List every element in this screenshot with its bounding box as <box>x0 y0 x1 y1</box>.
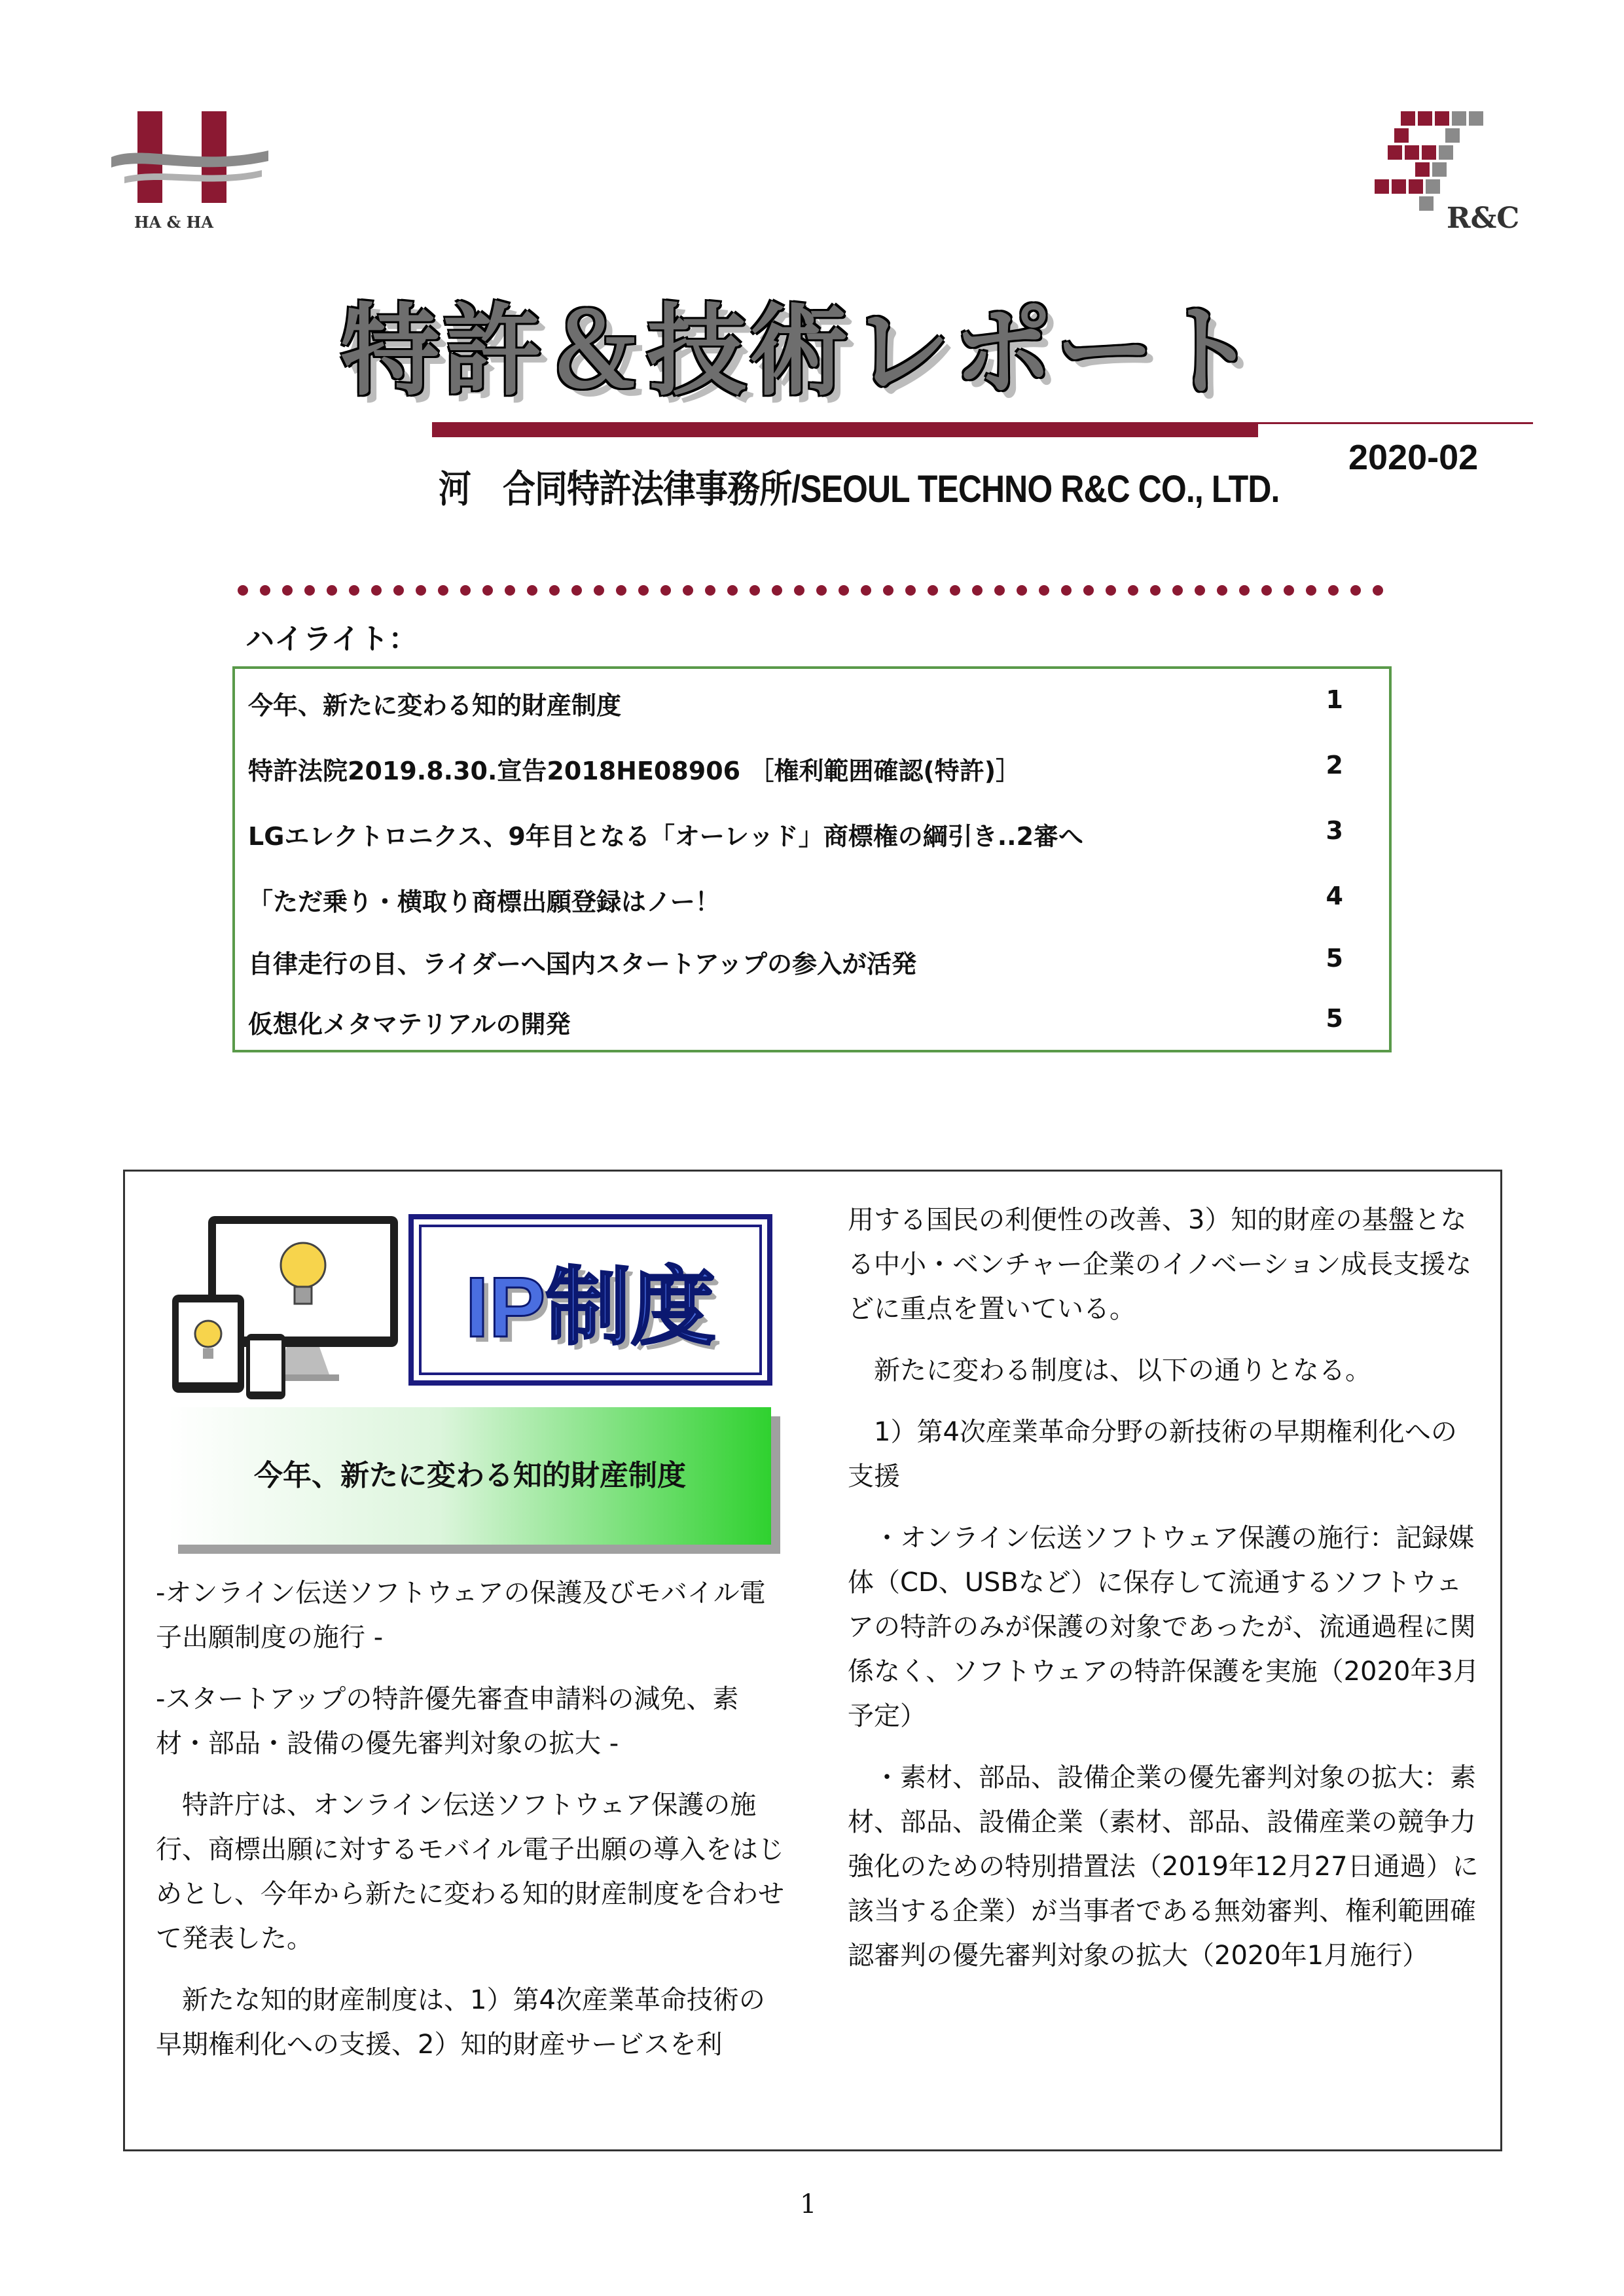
title-underline-thin <box>1258 422 1533 424</box>
divider-dot <box>1106 585 1116 596</box>
toc-item-page: 3 <box>1326 816 1343 845</box>
article-headline-box <box>169 1407 771 1545</box>
article-headline: 今年、新たに変わる知的財産制度 <box>254 1459 686 1492</box>
divider-dot <box>1083 585 1094 596</box>
toc-item-title: 今年、新たに変わる知的財産制度 <box>248 691 622 720</box>
right-logo-caption: R&C <box>1447 202 1520 235</box>
haha-logo-mark <box>105 105 281 209</box>
section-banner <box>408 1214 772 1386</box>
toc-item-page: 5 <box>1326 1004 1343 1033</box>
divider-dot <box>772 585 782 596</box>
divider-dot <box>839 585 849 596</box>
article-paragraph: -オンライン伝送ソフトウェアの保護及びモバイル電子出願制度の施行 - <box>156 1578 766 1653</box>
divider-dot <box>282 585 293 596</box>
divider-dot <box>1239 585 1250 596</box>
divider-dot <box>950 585 960 596</box>
article-paragraph: ・オンライン伝送ソフトウェア保護の施行：記録媒体（CD、USBなど）に保存して流通するソフトウェアの特許のみが保護の対象であったが、流通過程に関係なく、ソフトウェアの特許保護を実施（2020年3月予定） <box>848 1523 1479 1731</box>
divider-dot <box>905 585 916 596</box>
toc-item-page: 2 <box>1326 751 1343 780</box>
article-paragraph: 新たな知的財産制度は、1）第4次産業革命技術の早期権利化への支援、2）知的財産サービスを利 <box>156 1985 765 2060</box>
divider-dot <box>304 585 315 596</box>
divider-dot <box>1172 585 1183 596</box>
divider-dot <box>238 585 248 596</box>
divider-dot <box>1039 585 1049 596</box>
divider-dot <box>883 585 893 596</box>
article-paragraph: 新たに変わる制度は、以下の通りとなる。 <box>874 1355 1371 1386</box>
divider-dot <box>416 585 426 596</box>
divider-dot <box>349 585 359 596</box>
divider-dot <box>1306 585 1316 596</box>
divider-dot <box>1261 585 1272 596</box>
divider-dot <box>327 585 337 596</box>
divider-dot <box>1328 585 1339 596</box>
divider-dot <box>1373 585 1383 596</box>
toc-item-page: 4 <box>1326 882 1343 910</box>
divider-dot <box>460 585 471 596</box>
devices-lightbulb-icon <box>169 1203 405 1406</box>
toc-item[interactable] <box>248 751 1363 790</box>
divider-dot <box>683 585 693 596</box>
toc-item[interactable] <box>248 816 1363 855</box>
highlights-label: ハイライト： <box>245 622 418 656</box>
toc-item-title: 自律走行の目、ライダーへ国内スタートアップの参入が活発 <box>248 950 917 978</box>
divider-dot <box>549 585 560 596</box>
divider-dot <box>1128 585 1138 596</box>
divider-dot <box>505 585 515 596</box>
article-paragraph: ・素材、部品、設備企業の優先審判対象の拡大：素材、部品、設備企業（素材、部品、設備産業の競争力強化のための特別措置法（2019年12月27日通過）に該当する企業）が当事者である無効審判、権利範囲確認審判の優先審判対象の拡大（2020年1月施行） <box>848 1763 1479 1971</box>
divider-dot <box>816 585 827 596</box>
divider-dot <box>749 585 760 596</box>
divider-dot <box>571 585 582 596</box>
toc-item-title: LGエレクトロニクス、9年目となる「オーレッド」商標権の綱引き..2審へ <box>248 822 1084 851</box>
divider-dot <box>260 585 270 596</box>
article-paragraph: 特許庁は、オンライン伝送ソフトウェア保護の施行、商標出願に対するモバイル電子出願の導入をはじめとし、今年から新たに変わる知的財産制度を合わせて発表した。 <box>156 1790 784 1954</box>
divider-dot <box>594 585 604 596</box>
title-underline-bar <box>432 422 1258 437</box>
divider-dot <box>861 585 871 596</box>
divider-dot <box>1195 585 1205 596</box>
divider-dot <box>928 585 938 596</box>
article-paragraph: -スタートアップの特許優先審査申請料の減免、素材・部品・設備の優先審判対象の拡大 - <box>156 1684 739 1759</box>
divider-dot <box>794 585 804 596</box>
divider-dot <box>393 585 404 596</box>
src-logo <box>1368 105 1545 236</box>
divider-dot <box>1017 585 1027 596</box>
dotted-divider <box>236 583 1388 598</box>
divider-dot <box>1217 585 1227 596</box>
highlights-table <box>232 666 1392 1052</box>
divider-dot <box>482 585 493 596</box>
divider-dot <box>1061 585 1072 596</box>
divider-dot <box>727 585 738 596</box>
divider-dot <box>705 585 715 596</box>
toc-item[interactable] <box>248 685 1363 725</box>
issue-number: 2020-02 <box>1348 438 1479 477</box>
divider-dot <box>438 585 448 596</box>
section-banner-label: IP制度 <box>465 1259 716 1355</box>
divider-dot <box>1350 585 1361 596</box>
divider-dot <box>1150 585 1161 596</box>
toc-item[interactable] <box>248 1004 1363 1043</box>
article-paragraph: 用する国民の利便性の改善、3）知的財産の基盤となる中小・ベンチャー企業のイノベーション成長支援などに重点を置いている。 <box>848 1205 1472 1324</box>
article-left-column <box>156 1571 784 2084</box>
divider-dot <box>527 585 537 596</box>
divider-dot <box>638 585 649 596</box>
article-right-column <box>848 1198 1483 1995</box>
article-paragraph: 1）第4次産業革命分野の新技術の早期権利化への支援 <box>848 1417 1457 1492</box>
divider-dot <box>371 585 382 596</box>
toc-item-page: 1 <box>1326 685 1343 714</box>
toc-item-title: 特許法院2019.8.30.宣告2018HE08906 ［権利範囲確認(特許)］ <box>248 757 1021 785</box>
left-logo-caption: HA & HA <box>134 213 213 232</box>
toc-item-page: 5 <box>1326 944 1343 973</box>
report-title: 特許＆技術レポート <box>340 293 1259 409</box>
toc-item[interactable] <box>248 944 1363 983</box>
divider-dot <box>660 585 671 596</box>
divider-dot <box>994 585 1005 596</box>
page-number: 1 <box>800 2189 817 2219</box>
divider-dot <box>972 585 983 596</box>
firm-name: 河 合同特許法律事務所/SEOUL TECHNO R&C CO., LTD. <box>439 468 1280 511</box>
toc-item-title: 仮想化メタマテリアルの開発 <box>248 1010 571 1039</box>
toc-item[interactable] <box>248 882 1363 921</box>
section-banner-frame <box>419 1225 762 1375</box>
divider-dot <box>1284 585 1294 596</box>
divider-dot <box>616 585 626 596</box>
haha-logo <box>105 105 281 236</box>
toc-item-title: 「ただ乗り・横取り商標出願登録はノー！ <box>248 888 720 916</box>
